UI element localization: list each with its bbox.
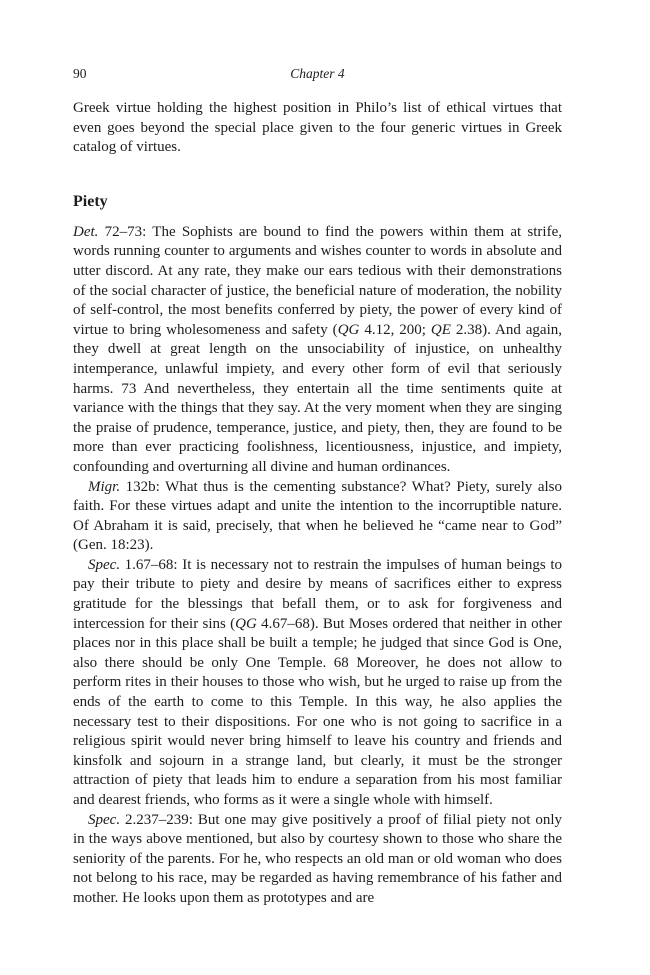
body-text xyxy=(73,99,562,909)
page-number: 90 xyxy=(73,66,87,81)
paragraph-text: 72–73: The Sophists are bound to find the powers within them at strife, words running counter to arguments and wishes counter to words in absolute and utter discord. At any rate, they make our ears tedious with their demonstrations of the social character of justice, the beneficial nature of moderation, the nobility of self-control, the most benefits conferred by piety, the power of every kind of virtue to bring wholesomeness and safety ( xyxy=(73,223,562,338)
book-page xyxy=(73,66,562,909)
chapter-title: Chapter 4 xyxy=(290,66,345,81)
citation-qg: QG xyxy=(235,615,257,632)
citation-qg: QG xyxy=(337,321,360,338)
paragraph-text: 1.67–68: It is necessary not to restrain the impulses of human beings to pay their tribute to piety and desire by means of sacrifices either to express gratitude for the blessings that befall them, or to ask for forgiveness and intercession for their sins ( xyxy=(73,556,562,632)
citation-migr: Migr. xyxy=(88,478,121,495)
section-heading: Piety xyxy=(73,192,108,210)
running-head xyxy=(73,66,562,86)
paragraph-spec-2 xyxy=(73,811,562,909)
paragraph-text: 2.237–239: But one may give positively a proof of filial piety not only in the ways above mentioned, but also by courtesy shown to those who share the seniority of the parents. For he, who respects an old man or old woman who does not belong to his race, may be regarded as having remembrance of his father and mother. He looks upon them as prototypes and are xyxy=(73,811,562,906)
paragraph-spec-1 xyxy=(73,556,562,811)
citation-spec: Spec. xyxy=(88,811,121,828)
paragraph-text: 132b: What thus is the cementing substance? What? Piety, surely also faith. For these virtues adapt and unite the intention to the incorruptible nature. Of Abraham it is said, precisely, that when he believed he “came near to God” (Gen. 18:23). xyxy=(73,478,562,554)
paragraph-text: 4.67–68). But Moses ordered that neither in other places nor in this place shall be built a temple; he judged that since God is One, also there should be only One Temple. 68 Moreover, he does not allow to perform rites in their houses to those who wish, but he urged to raise up from the ends of the earth to come to this Temple. In this way, he also applies the necessary test to their dispositions. For one who is not going to sacrifice in a religious spirit would never bring himself to leave his country and friends and kinsfolk and sojourn in a strange land, but clearly, it must be the stronger attraction of piety that leads him to endure a separation from his most familiar and dearest friends, who forms as it were a single whole with himself. xyxy=(73,615,562,808)
paragraph-det xyxy=(73,223,562,478)
paragraph-migr xyxy=(73,478,562,556)
paragraph-text: 4.12, 200; xyxy=(359,321,431,338)
citation-qe: QE xyxy=(430,321,451,338)
citation-det: Det. xyxy=(73,223,99,240)
paragraph-text: 2.38). And again, they dwell at great length on the unsociability of injustice, on unhealthy intemperance, unlawful impiety, and every other form of evil that seriously harms. 73 And nevertheless, they entertain all the time sentiments quite at variance with the things that they say. At the very moment when they are singing the praise of prudence, temperance, justice, and piety, then, they are found to be more than ever practicing foolishness, licentiousness, injustice, and impiety, confounding and overturning all divine and human ordinances. xyxy=(73,321,563,475)
citation-spec: Spec. xyxy=(88,556,121,573)
intro-paragraph: Greek virtue holding the highest position in Philo’s list of ethical virtues that even goes beyond the special place given to the four generic virtues in Greek catalog of virtues. xyxy=(73,100,562,156)
